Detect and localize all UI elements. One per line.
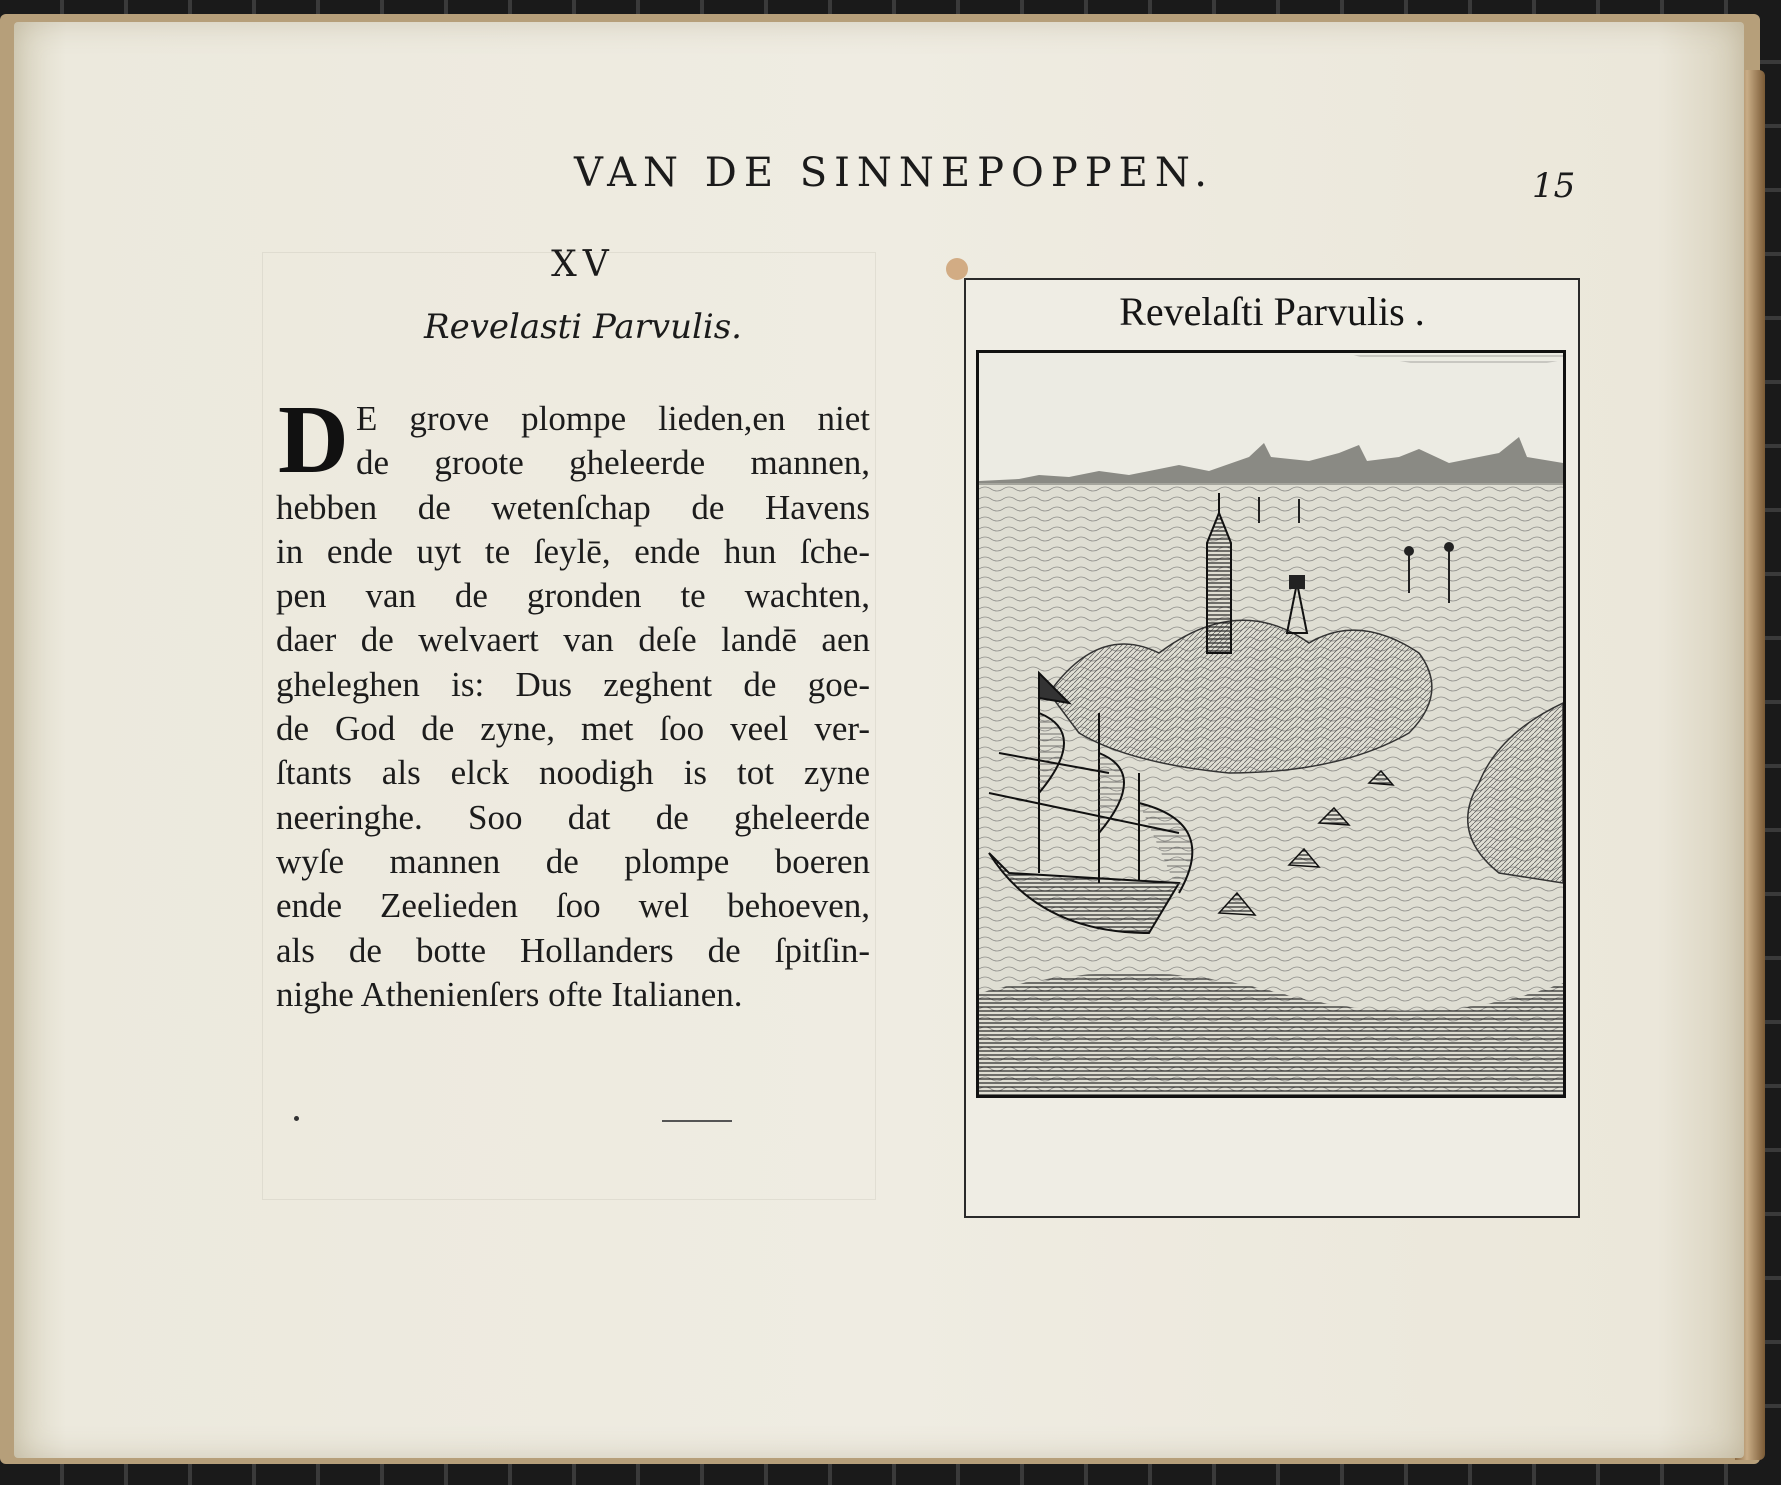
text-line: in ende uyt te ſeylē, ende hun ſche- xyxy=(276,531,870,571)
emblem-text-column xyxy=(276,244,870,1017)
text-line: hebben de wetenſchap de Havens xyxy=(276,487,870,527)
end-ornament xyxy=(294,1116,754,1126)
end-dash xyxy=(662,1120,732,1122)
text-line: de God de zyne, met ſoo veel ver- xyxy=(276,709,870,749)
page-number: 15 xyxy=(1532,166,1576,206)
text-line: ende Zeelieden ſoo wel behoeven, xyxy=(276,886,870,926)
engraving-seascape xyxy=(979,353,1563,1095)
text-line: ſtants als elck noodigh is tot zyne xyxy=(276,753,870,793)
running-head: VAN DE SINNEPOPPEN. xyxy=(573,150,1215,196)
text-line: gheleghen is: Dus zeghent de goe- xyxy=(276,664,870,704)
foxing-stain xyxy=(946,258,968,280)
book-page xyxy=(14,22,1744,1458)
text-line: E grove plompe lieden,en niet xyxy=(356,399,870,438)
emblem-motto: Revelasti Parvulis. xyxy=(424,307,742,347)
text-line: neeringhe. Soo dat de gheleerde xyxy=(276,797,870,837)
emblem-number: XV xyxy=(551,244,615,285)
emblem-plate xyxy=(964,278,1580,1218)
text-line: nighe Athenienſers ofte Italianen. xyxy=(276,974,743,1014)
text-line: de groote gheleerde mannen, xyxy=(356,443,870,483)
drop-cap: D xyxy=(278,386,349,494)
end-dot xyxy=(294,1116,299,1121)
text-line: daer de welvaert van deſe landē aen xyxy=(276,620,870,660)
plate-motto: Revelaſti Parvulis . xyxy=(1119,289,1425,334)
text-line: als de botte Hollanders de ſpitſin- xyxy=(276,930,870,970)
text-line: wyſe mannen de plompe boeren xyxy=(276,841,870,881)
engraving-illustration xyxy=(976,350,1566,1098)
text-line: pen van de gronden te wachten, xyxy=(276,576,870,616)
emblem-body-text xyxy=(276,386,870,1017)
